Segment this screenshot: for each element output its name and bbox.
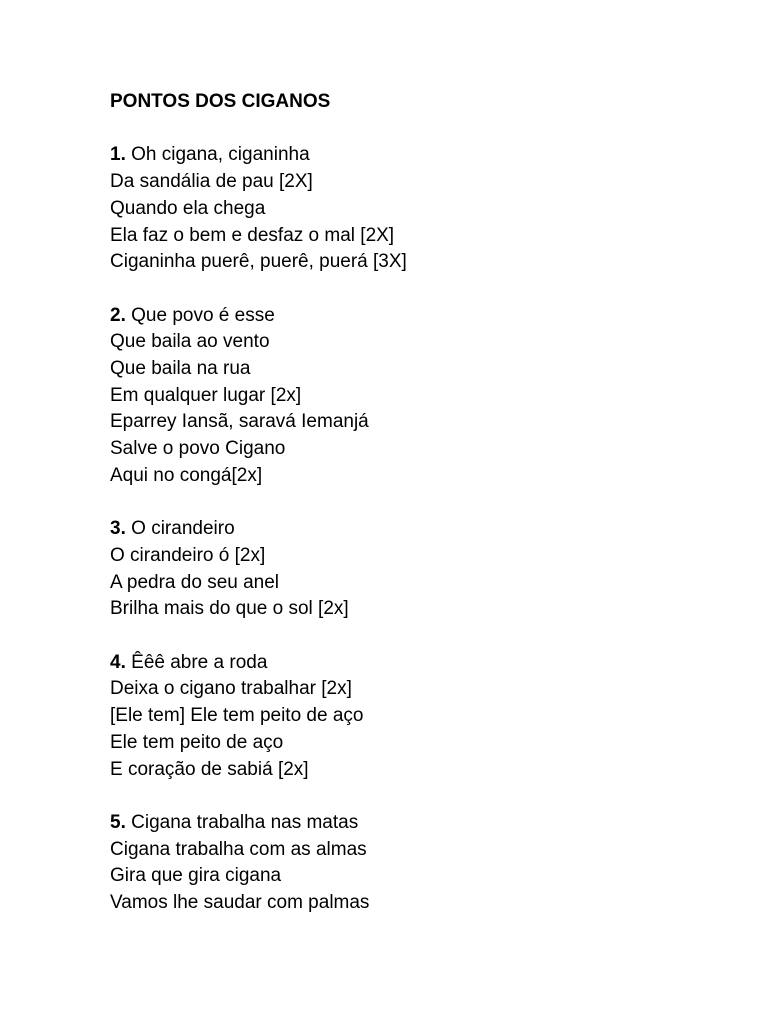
page-title: PONTOS DOS CIGANOS (110, 91, 331, 112)
song-line: Salve o povo Cigano (110, 438, 286, 460)
song-line: [Ele tem] Ele tem peito de aço (110, 705, 364, 727)
song-4 (110, 650, 710, 784)
song-line-text: Oh cigana, ciganinha (131, 144, 310, 166)
song-line: Ciganinha puerê, puerê, puerá [3X] (110, 251, 407, 273)
song-line: Aqui no congá[2x] (110, 464, 263, 486)
song-number: 3. (110, 518, 126, 540)
song-line: Gira que gira cigana (110, 865, 282, 887)
song-line: A pedra do seu anel (110, 571, 280, 593)
song-line: Que baila ao vento (110, 331, 270, 353)
song-line: E coração de sabiá [2x] (110, 758, 309, 780)
song-number: 1. (110, 144, 126, 166)
song-line: Cigana trabalha com as almas (110, 838, 367, 860)
song-number: 5. (110, 811, 126, 833)
song-line: Deixa o cigano trabalhar [2x] (110, 678, 352, 700)
song-3 (110, 516, 710, 623)
song-first-line (110, 810, 710, 837)
song-number: 2. (110, 304, 126, 326)
song-line-text: Cigana trabalha nas matas (131, 811, 359, 833)
song-line: Brilha mais do que o sol [2x] (110, 598, 349, 620)
song-1 (110, 142, 710, 276)
song-line: Eparrey Iansã, saravá Iemanjá (110, 411, 369, 433)
song-line: Ela faz o bem e desfaz o mal [2X] (110, 224, 395, 246)
song-line-text: Que povo é esse (131, 304, 275, 326)
song-first-line (110, 516, 710, 543)
song-5 (110, 810, 710, 917)
song-number: 4. (110, 651, 126, 673)
song-line-text: Êêê abre a roda (131, 651, 268, 673)
song-line: O cirandeiro ó [2x] (110, 544, 266, 566)
song-line-text: O cirandeiro (131, 518, 235, 540)
song-line: Quando ela chega (110, 197, 266, 219)
song-first-line (110, 142, 710, 169)
song-line: Que baila na rua (110, 358, 251, 379)
song-first-line (110, 650, 710, 677)
song-line: Em qualquer lugar [2x] (110, 384, 302, 406)
song-line: Ele tem peito de aço (110, 731, 284, 753)
song-line: Vamos lhe saudar com palmas (110, 892, 370, 914)
song-line: Da sandália de pau [2X] (110, 171, 313, 193)
song-first-line (110, 303, 710, 330)
song-2 (110, 303, 710, 490)
document-body (110, 89, 710, 917)
